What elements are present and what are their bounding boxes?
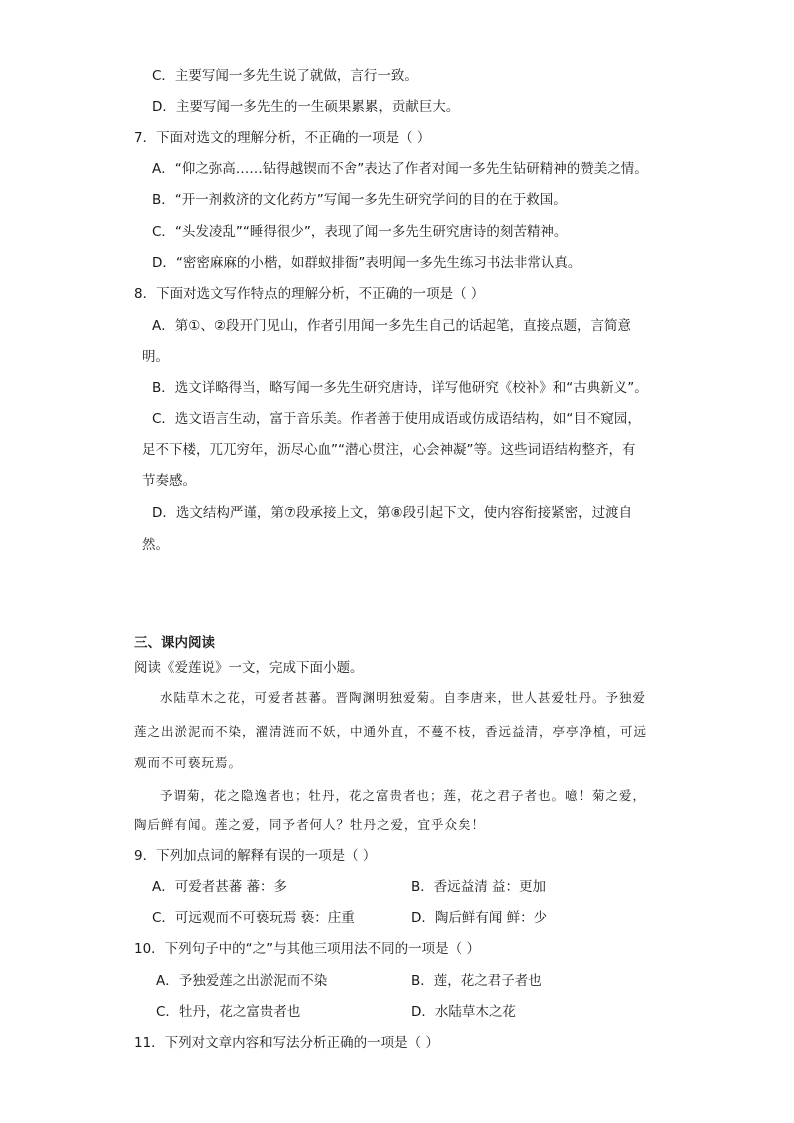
q7-option-d[interactable]: D．“密密麻麻的小楷，如群蚁排衙”表明闻一多先生练习书法非常认真。 — [152, 255, 582, 271]
section-title: 三、课内阅读 — [134, 635, 215, 651]
q9-option-d[interactable]: D．陶后鲜有闻 鲜：少 — [411, 910, 548, 926]
q8-option-d[interactable]: D．选文结构严谨，第⑦段承接上文，第⑧段引起下文，使内容衔接紧密，过渡自 — [152, 505, 633, 521]
q8-option-c-cont[interactable]: 足不下楼，兀兀穷年，沥尽心血”“潜心贯注，心会神凝”等。这些词语结构整齐，有 — [142, 442, 636, 458]
q10-option-b[interactable]: B．莲，花之君子者也 — [411, 973, 542, 989]
q8-option-c[interactable]: C．选文语言生动，富于音乐美。作者善于使用成语或仿成语结构，如“目不窥园， — [152, 411, 641, 427]
q6-option-c[interactable]: C．主要写闻一多先生说了就做，言行一致。 — [152, 68, 418, 84]
q9-option-b[interactable]: B．香远益清 益：更加 — [411, 879, 547, 895]
q10-option-a[interactable]: A．予独爱莲之出淤泥而不染 — [156, 973, 328, 989]
q8-option-a[interactable]: A．第①、②段开门见山，作者引用闻一多先生自己的话起笔，直接点题，言简意 — [152, 318, 631, 334]
q7-option-a[interactable]: A．“仰之弥高……钻得越锲而不舍”表达了作者对闻一多先生钻研精神的赞美之情。 — [152, 161, 648, 177]
q7-option-b[interactable]: B．“开一剂救济的文化药方”写闻一多先生研究学问的目的在于救国。 — [152, 192, 567, 208]
q10-stem: 10．下列句子中的“之”与其他三项用法不同的一项是（ ） — [134, 941, 480, 957]
q8-option-c-cont2[interactable]: 节奏感。 — [142, 473, 196, 489]
passage-line: 予谓菊，花之隐逸者也；牡丹，花之富贵者也；莲，花之君子者也。噫！菊之爱， — [160, 788, 647, 803]
q8-option-a-cont[interactable]: 明。 — [142, 349, 169, 365]
q7-option-c[interactable]: C．“头发凌乱”“睡得很少”，表现了闻一多先生研究唐诗的刻苦精神。 — [152, 224, 568, 240]
passage-line: 水陆草木之花，可爱者甚蕃。晋陶渊明独爱菊。自李唐来，世人甚爱牡丹。予独爱 — [160, 690, 647, 705]
q8-stem: 8．下面对选文写作特点的理解分析，不正确的一项是（ ） — [134, 286, 485, 302]
q6-option-d[interactable]: D．主要写闻一多先生的一生硕果累累，贡献巨大。 — [152, 99, 460, 115]
passage-line: 陶后鲜有闻。莲之爱，同予者何人？牡丹之爱，宜乎众矣！ — [134, 817, 486, 832]
passage-line: 莲之出淤泥而不染，濯清涟而不妖，中通外直，不蔓不枝，香远益清，亭亭净植，可远 — [134, 724, 648, 739]
reading-instruction: 阅读《爱莲说》一文，完成下面小题。 — [134, 660, 364, 676]
q10-option-c[interactable]: C．牡丹，花之富贵者也 — [156, 1004, 301, 1020]
passage-line: 观而不可亵玩焉。 — [134, 755, 243, 770]
q10-option-d[interactable]: D．水陆草木之花 — [411, 1004, 516, 1020]
q9-option-a[interactable]: A．可爱者甚蕃 蕃：多 — [152, 879, 288, 895]
q9-stem: 9．下列加点词的解释有误的一项是（ ） — [134, 848, 377, 864]
q9-option-c[interactable]: C．可远观而不可亵玩焉 亵：庄重 — [152, 910, 355, 926]
q11-stem: 11．下列对文章内容和写法分析正确的一项是（ ） — [134, 1035, 439, 1051]
q8-option-d-cont[interactable]: 然。 — [142, 537, 169, 553]
q8-option-b[interactable]: B．选文详略得当，略写闻一多先生研究唐诗，详写他研究《校补》和“古典新义”。 — [152, 380, 648, 396]
q7-stem: 7．下面对选文的理解分析，不正确的一项是（ ） — [134, 130, 431, 146]
